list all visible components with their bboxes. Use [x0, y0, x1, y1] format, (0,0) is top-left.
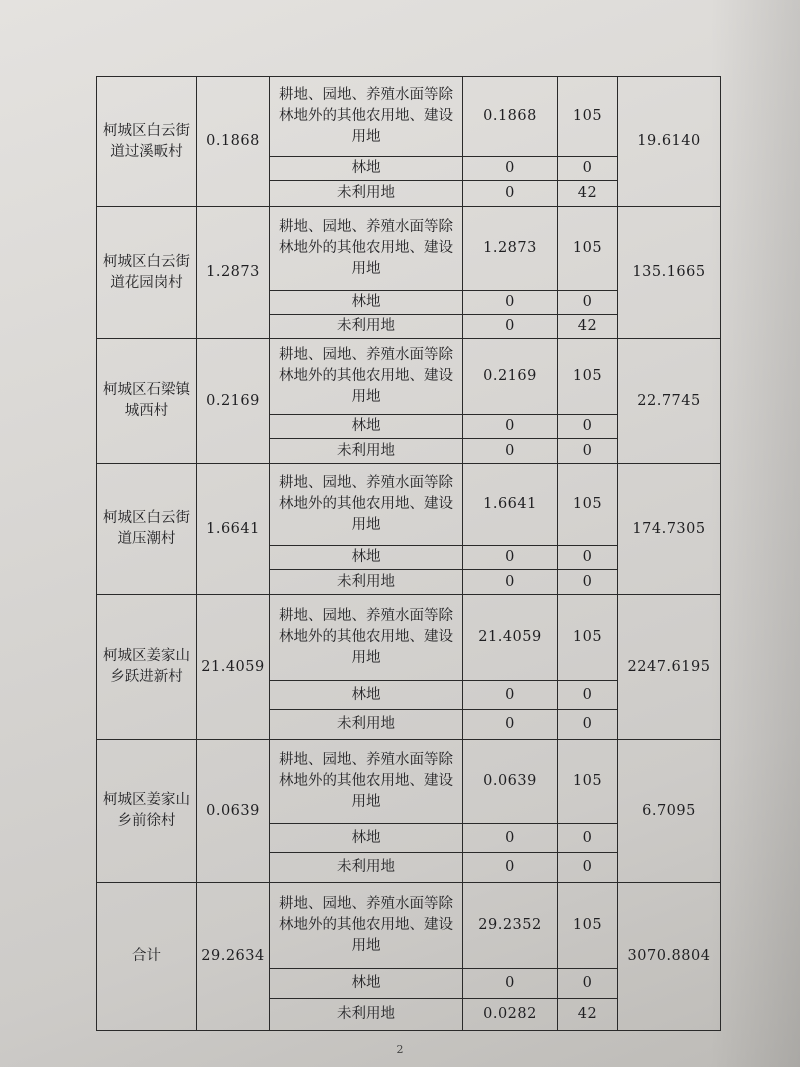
land-area-cell: 0.2169: [463, 339, 558, 415]
land-type-cell: 林地: [270, 291, 463, 315]
acquired-area-cell: 21.4059: [197, 595, 270, 740]
land-type-cell: 未利用地: [270, 999, 463, 1031]
land-area-cell: 0.0282: [463, 999, 558, 1031]
land-area-cell: 21.4059: [463, 595, 558, 681]
unit-price-cell: 0: [558, 415, 618, 439]
compensation-total-cell: 174.7305: [618, 464, 721, 595]
acquired-area-cell: 1.2873: [197, 207, 270, 339]
compensation-total-cell: 2247.6195: [618, 595, 721, 740]
land-type-cell: 未利用地: [270, 439, 463, 464]
location-cell: 柯城区石梁镇城西村: [97, 339, 197, 464]
table-row: [97, 883, 721, 969]
land-area-cell: 0: [463, 439, 558, 464]
location-cell: 柯城区姜家山乡跃进新村: [97, 595, 197, 740]
unit-price-cell: 0: [558, 157, 618, 181]
unit-price-cell: 105: [558, 464, 618, 546]
unit-price-cell: 105: [558, 740, 618, 824]
land-type-cell: 未利用地: [270, 315, 463, 339]
unit-price-cell: 0: [558, 969, 618, 999]
unit-price-cell: 0: [558, 546, 618, 570]
acquired-area-cell: 29.2634: [197, 883, 270, 1031]
unit-price-cell: 42: [558, 181, 618, 207]
land-area-cell: 0: [463, 853, 558, 883]
unit-price-cell: 42: [558, 999, 618, 1031]
acquired-area-cell: 0.1868: [197, 77, 270, 207]
compensation-total-cell: 22.7745: [618, 339, 721, 464]
location-cell: 柯城区白云街道压潮村: [97, 464, 197, 595]
land-area-cell: 0: [463, 824, 558, 853]
land-type-cell: 耕地、园地、养殖水面等除林地外的其他农用地、建设用地: [270, 77, 463, 157]
acquired-area-cell: 1.6641: [197, 464, 270, 595]
land-type-cell: 耕地、园地、养殖水面等除林地外的其他农用地、建设用地: [270, 740, 463, 824]
acquired-area-cell: 0.0639: [197, 740, 270, 883]
land-area-cell: 0: [463, 157, 558, 181]
unit-price-cell: 105: [558, 595, 618, 681]
land-compensation-table: [96, 76, 721, 1031]
land-area-cell: 0: [463, 181, 558, 207]
land-type-cell: 林地: [270, 824, 463, 853]
land-area-cell: 0: [463, 315, 558, 339]
land-type-cell: 未利用地: [270, 181, 463, 207]
unit-price-cell: 0: [558, 570, 618, 595]
land-area-cell: 1.6641: [463, 464, 558, 546]
land-type-cell: 耕地、园地、养殖水面等除林地外的其他农用地、建设用地: [270, 883, 463, 969]
table-row: [97, 740, 721, 824]
land-area-cell: 0: [463, 415, 558, 439]
land-type-cell: 耕地、园地、养殖水面等除林地外的其他农用地、建设用地: [270, 595, 463, 681]
unit-price-cell: 105: [558, 207, 618, 291]
land-type-cell: 未利用地: [270, 710, 463, 740]
unit-price-cell: 0: [558, 681, 618, 710]
land-type-cell: 耕地、园地、养殖水面等除林地外的其他农用地、建设用地: [270, 464, 463, 546]
page-shadow: [710, 0, 800, 1067]
land-type-cell: 耕地、园地、养殖水面等除林地外的其他农用地、建设用地: [270, 339, 463, 415]
land-type-cell: 林地: [270, 681, 463, 710]
land-type-cell: 耕地、园地、养殖水面等除林地外的其他农用地、建设用地: [270, 207, 463, 291]
unit-price-cell: 0: [558, 853, 618, 883]
location-cell: 柯城区白云街道过溪畈村: [97, 77, 197, 207]
location-cell: 合计: [97, 883, 197, 1031]
land-area-cell: 1.2873: [463, 207, 558, 291]
land-area-cell: 29.2352: [463, 883, 558, 969]
compensation-total-cell: 19.6140: [618, 77, 721, 207]
land-area-cell: 0: [463, 291, 558, 315]
unit-price-cell: 42: [558, 315, 618, 339]
unit-price-cell: 105: [558, 77, 618, 157]
unit-price-cell: 0: [558, 710, 618, 740]
land-area-cell: 0.0639: [463, 740, 558, 824]
land-type-cell: 林地: [270, 415, 463, 439]
land-area-cell: 0: [463, 570, 558, 595]
compensation-total-cell: 135.1665: [618, 207, 721, 339]
compensation-total-cell: 6.7095: [618, 740, 721, 883]
page-number: 2: [396, 1043, 404, 1056]
land-type-cell: 未利用地: [270, 853, 463, 883]
table-row: [97, 207, 721, 291]
land-area-cell: 0: [463, 546, 558, 570]
compensation-total-cell: 3070.8804: [618, 883, 721, 1031]
unit-price-cell: 105: [558, 883, 618, 969]
location-cell: 柯城区姜家山乡前徐村: [97, 740, 197, 883]
unit-price-cell: 0: [558, 291, 618, 315]
table-row: [97, 464, 721, 546]
land-area-cell: 0: [463, 681, 558, 710]
land-area-cell: 0.1868: [463, 77, 558, 157]
location-cell: 柯城区白云街道花园岗村: [97, 207, 197, 339]
land-area-cell: 0: [463, 969, 558, 999]
unit-price-cell: 0: [558, 824, 618, 853]
land-type-cell: 未利用地: [270, 570, 463, 595]
table-row: [97, 339, 721, 415]
land-type-cell: 林地: [270, 546, 463, 570]
land-type-cell: 林地: [270, 969, 463, 999]
land-area-cell: 0: [463, 710, 558, 740]
unit-price-cell: 105: [558, 339, 618, 415]
table-row: [97, 595, 721, 681]
acquired-area-cell: 0.2169: [197, 339, 270, 464]
unit-price-cell: 0: [558, 439, 618, 464]
table-row: [97, 77, 721, 157]
land-type-cell: 林地: [270, 157, 463, 181]
